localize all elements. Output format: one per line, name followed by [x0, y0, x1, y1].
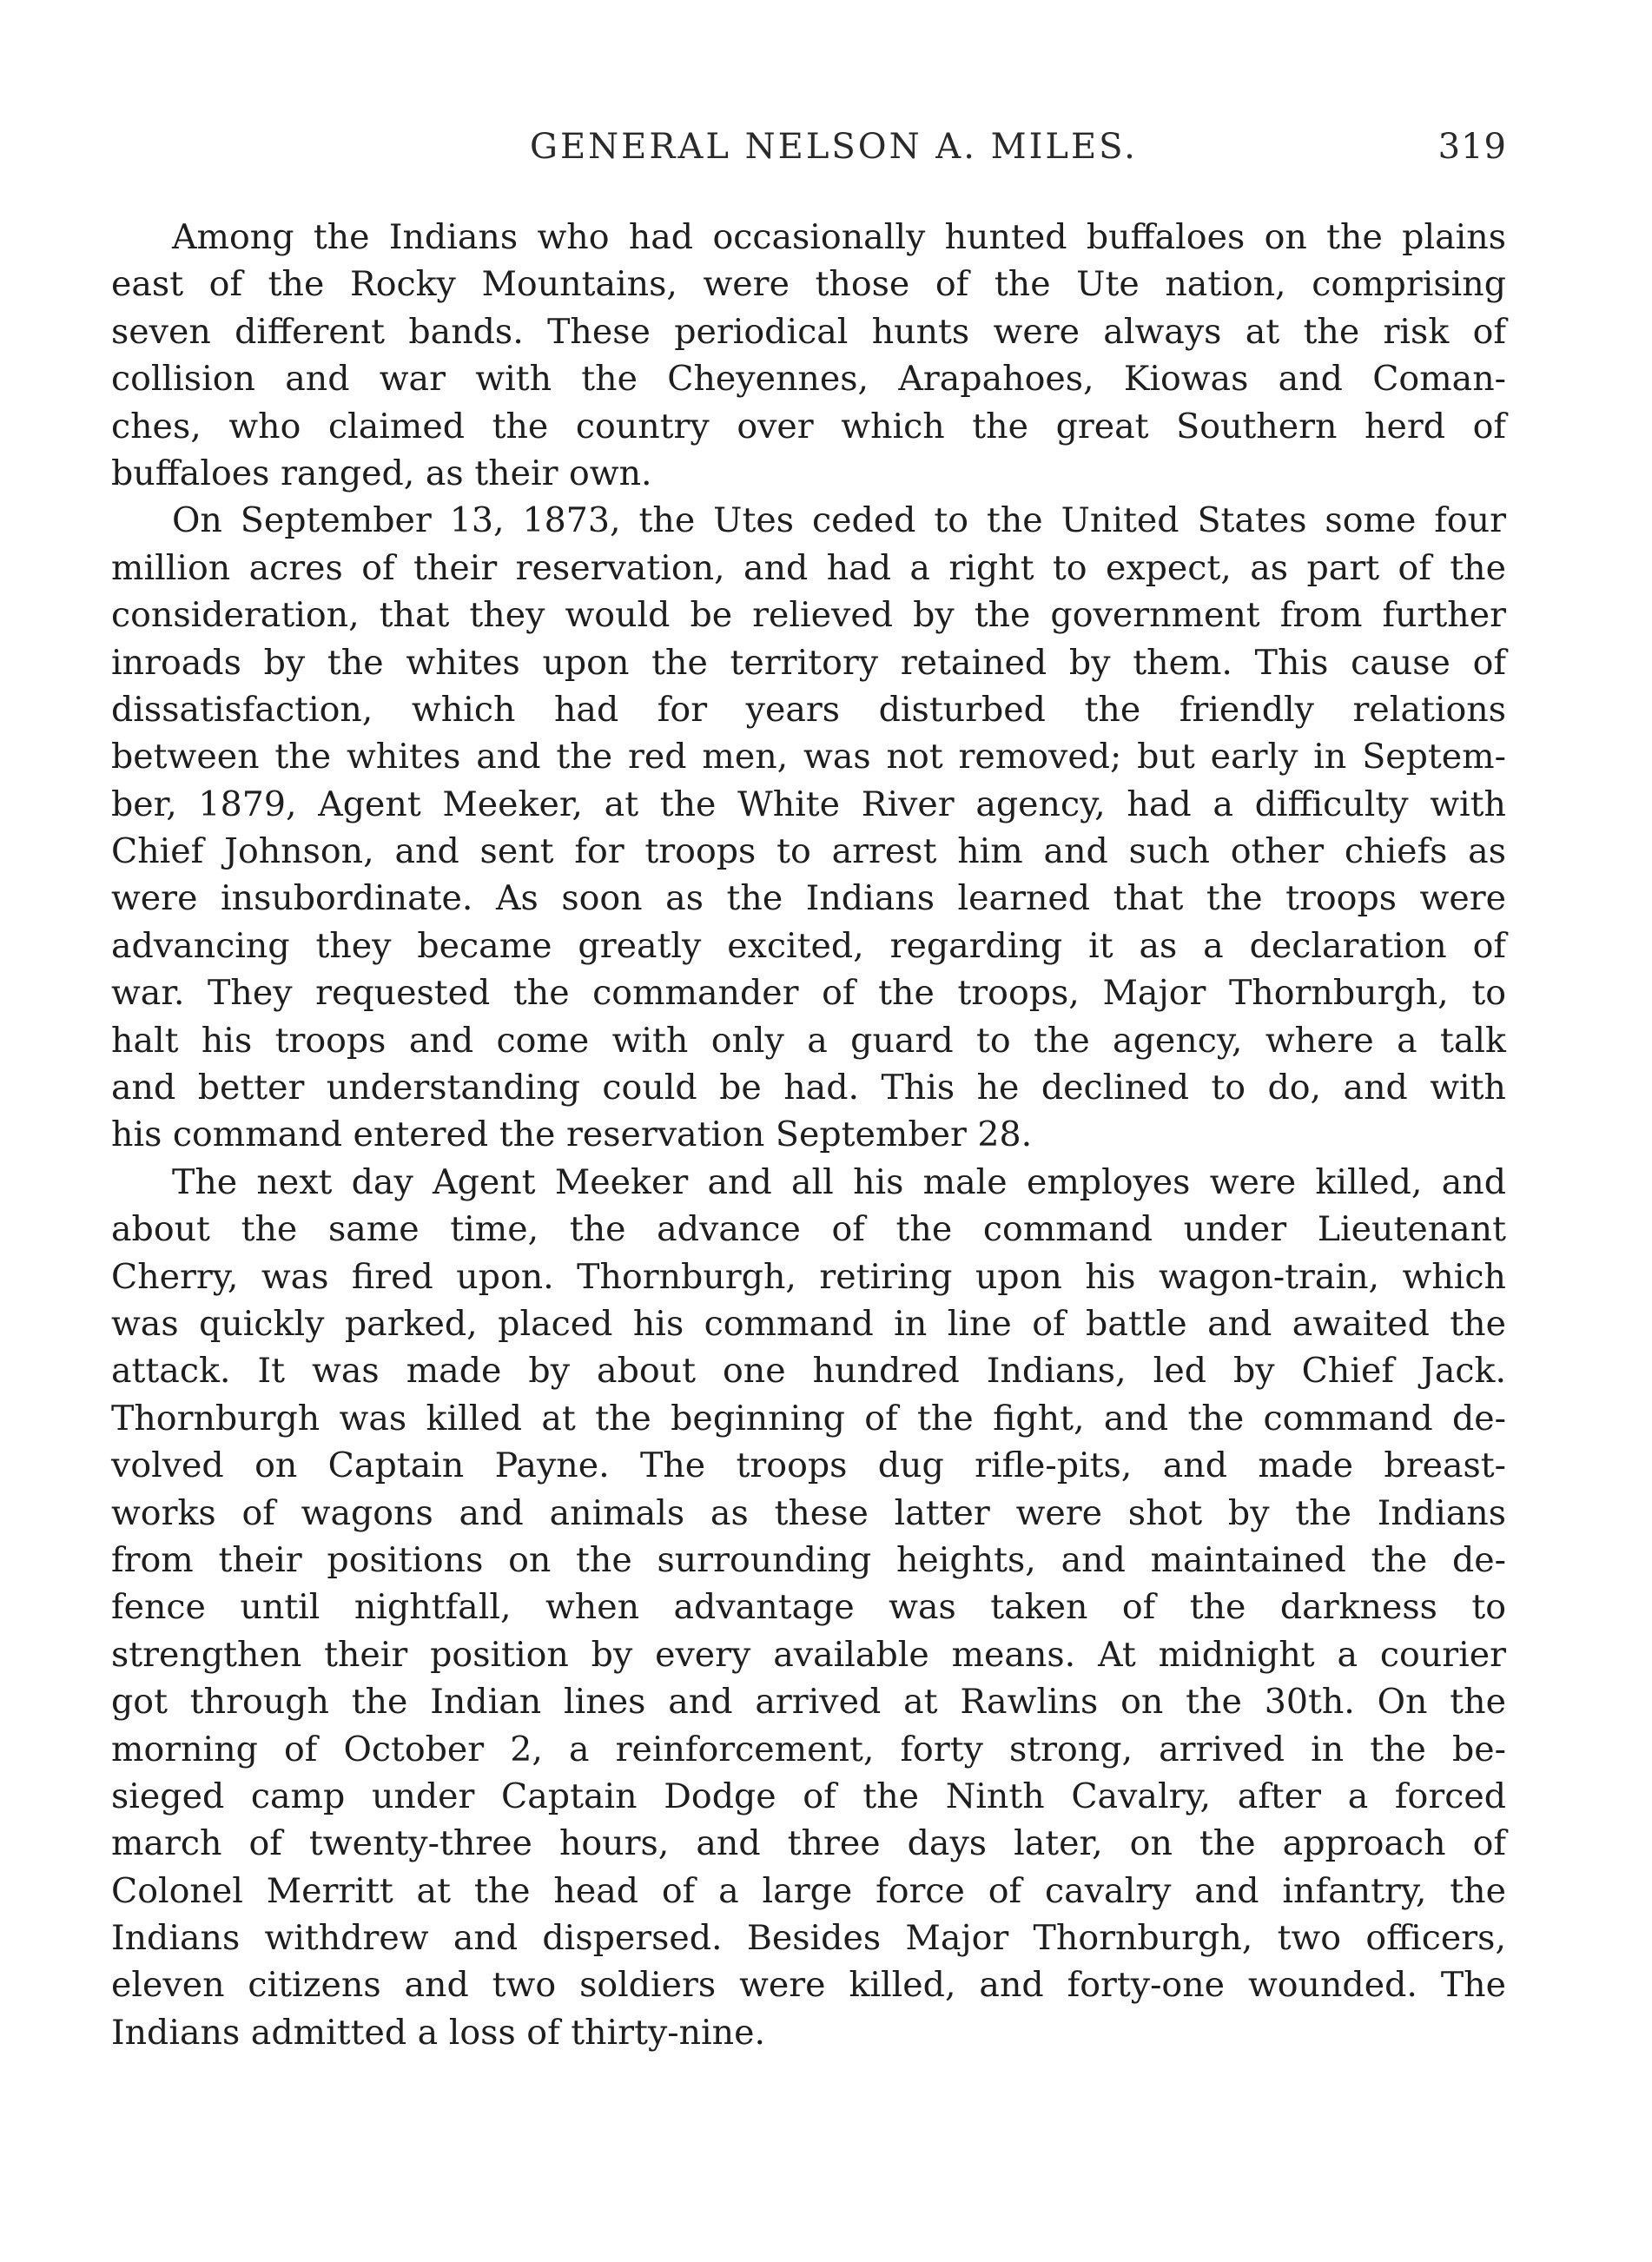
paragraph-2-line: consideration, that they would be relieved by the government from further: [111, 595, 1506, 636]
paragraph-1-line: buffaloes ranged, as their own.: [111, 453, 652, 493]
paragraph-2-line: his command entered the reservation September 28.: [111, 1114, 1033, 1155]
paragraph-1-line: collision and war with the Cheyennes, Arapahoes, Kiowas and Coman-: [111, 359, 1506, 400]
page-number: 319: [1437, 127, 1507, 167]
page-header: [530, 127, 1507, 179]
paragraph-2-line: inroads by the whites upon the territory retained by them. This cause of: [111, 642, 1506, 683]
paragraph-3-line: march of twenty-three hours, and three days later, on the approach of: [111, 1823, 1506, 1864]
paragraph-2-line: halt his troops and come with only a guard to the agency, where a talk: [111, 1020, 1506, 1061]
paragraph-3-line: strengthen their position by every available means. At midnight a courier: [111, 1634, 1506, 1675]
running-head: GENERAL NELSON A. MILES.: [530, 127, 1138, 167]
paragraph-3-line: attack. It was made by about one hundred Indians, led by Chief Jack.: [111, 1351, 1506, 1392]
paragraph-3-line: about the same time, the advance of the command under Lieutenant: [111, 1209, 1506, 1250]
paragraph-3-line: Thornburgh was killed at the beginning of the fight, and the command de-: [111, 1398, 1506, 1439]
paragraph-2-line: war. They requested the commander of the troops, Major Thornburgh, to: [111, 973, 1506, 1014]
paragraph-3-line: Colonel Merritt at the head of a large force of cavalry and infantry, the: [111, 1870, 1506, 1911]
paragraph-2-line: million acres of their reservation, and had a right to expect, as part of the: [111, 547, 1506, 588]
paragraph-3-line: eleven citizens and two soldiers were killed, and forty-one wounded. The: [111, 1965, 1506, 2006]
paragraph-3-line: volved on Captain Payne. The troops dug rifle-pits, and made breast-: [111, 1445, 1506, 1486]
paragraph-3-line: Indians admitted a loss of thirty-nine.: [111, 2012, 766, 2053]
paragraph-2-line: between the whites and the red men, was not removed; but early in Septem-: [111, 737, 1506, 777]
paragraph-2-line: were insubordinate. As soon as the Indians learned that the troops were: [111, 878, 1506, 919]
paragraph-3-line: was quickly parked, placed his command in line of battle and awaited the: [111, 1303, 1506, 1344]
paragraph-2-line: dissatisfaction, which had for years disturbed the friendly relations: [111, 689, 1506, 730]
paragraph-3-line: fence until nightfall, when advantage was taken of the darkness to: [111, 1587, 1506, 1628]
paragraph-1-line: east of the Rocky Mountains, were those of the Ute nation, comprising: [111, 264, 1506, 305]
paragraph-3-line: from their positions on the surrounding heights, and maintained the de-: [111, 1539, 1506, 1580]
paragraph-2-line: advancing they became greatly excited, regarding it as a declaration of: [111, 925, 1506, 966]
paragraph-2-line: ber, 1879, Agent Meeker, at the White River agency, had a difficulty with: [111, 784, 1506, 824]
paragraph-3-line: Indians withdrew and dispersed. Besides Major Thornburgh, two officers,: [111, 1918, 1506, 1959]
paragraph-3-line: works of wagons and animals as these latter were shot by the Indians: [111, 1492, 1506, 1533]
paragraph-2-line: On September 13, 1873, the Utes ceded to the United States some four: [172, 500, 1506, 541]
paragraph-3-line: sieged camp under Captain Dodge of the Ninth Cavalry, after a forced: [111, 1776, 1506, 1816]
paragraph-2-line: Chief Johnson, and sent for troops to arrest him and such other chiefs as: [111, 831, 1506, 872]
paragraph-1-line: ches, who claimed the country over which the great Southern herd of: [111, 406, 1506, 446]
paragraph-1-line: Among the Indians who had occasionally hunted buffaloes on the plains: [172, 217, 1506, 257]
paragraph-3-line: got through the Indian lines and arrived at Rawlins on the 30th. On the: [111, 1682, 1506, 1723]
paragraph-2-line: and better understanding could be had. This he declined to do, and with: [111, 1068, 1506, 1108]
paragraph-3-line: Cherry, was fired upon. Thornburgh, retiring upon his wagon-train, which: [111, 1256, 1506, 1297]
paragraph-3-line: The next day Agent Meeker and all his male employes were killed, and: [172, 1161, 1506, 1202]
paragraph-1-line: seven different bands. These periodical hunts were always at the risk of: [111, 311, 1506, 352]
body-text: [111, 214, 1506, 2056]
paragraph-3-line: morning of October 2, a reinforcement, forty strong, arrived in the be-: [111, 1729, 1506, 1769]
